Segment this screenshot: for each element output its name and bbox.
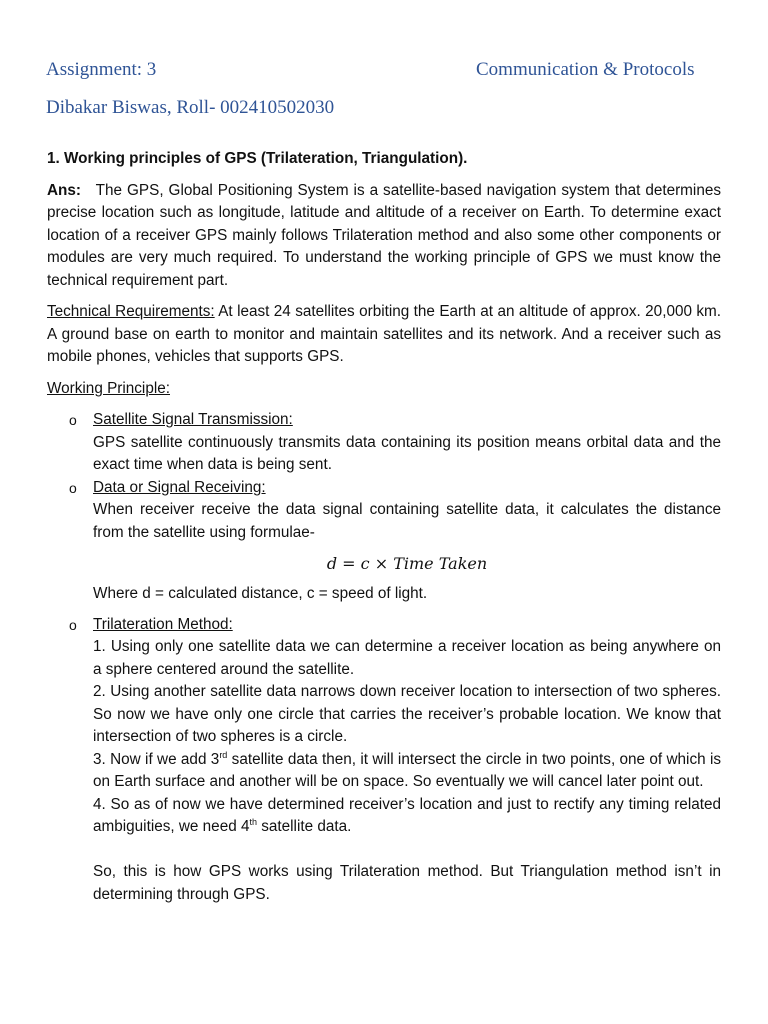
trilateration-step-1: 1. Using only one satellite data we can determine a receiver location as being anywhere on a sphere centered around the satellite. xyxy=(93,638,721,678)
question-heading: 1. Working principles of GPS (Trilateration, Triangulation). xyxy=(47,150,468,167)
list-item xyxy=(47,614,721,907)
item-text: When receiver receive the data signal containing satellite data, it calculates the distance from the satellite using formulae- xyxy=(93,501,721,541)
bullet-icon: o xyxy=(69,616,77,633)
author-line: Dibakar Biswas, Roll- 002410502030 xyxy=(46,97,335,118)
trilateration-step-4: 4. So as of now we have determined receiver’s location and just to rectify any timing related ambiguities, we need 4th satellite data. xyxy=(93,795,721,835)
course-title: Communication & Protocols xyxy=(476,59,695,80)
distance-formula: d = c × Time Taken xyxy=(326,554,488,573)
tech-req-paragraph xyxy=(47,301,721,369)
list-item xyxy=(47,409,721,477)
trilateration-step-3: 3. Now if we add 3rd satellite data then, it will intersect the circle in two points, one of which is on Earth surface and another will be on space. So eventually we will cancel later point out. xyxy=(93,749,721,790)
answer-paragraph xyxy=(47,180,721,293)
item-title: Data or Signal Receiving: xyxy=(93,478,266,496)
tech-req-text: At least 24 satellites orbiting the Earth at an altitude of approx. 20,000 km. A ground base on earth to monitor and maintain satellites and its network. And a receiver such as mobile phones, vehicles that supports GPS. xyxy=(47,303,722,365)
working-principle-label: Working Principle: xyxy=(47,379,170,397)
working-principle-list xyxy=(47,409,721,906)
assignment-title: Assignment: 3 xyxy=(46,59,157,80)
item-title: Satellite Signal Transmission: xyxy=(93,411,293,428)
formula-note: Where d = calculated distance, c = speed of light. xyxy=(93,585,428,602)
answer-intro: The GPS, Global Positioning System is a satellite-based navigation system that determines precise location such as longitude, latitude and altitude of a receiver on Earth. To determine exact location of a receiver GPS mainly follows Trilateration method and also some other components or modules are very much required. To understand the working principle of GPS we must know the technical requirement part. xyxy=(47,181,721,289)
tech-req-label: Technical Requirements: xyxy=(47,303,215,320)
bullet-icon: o xyxy=(69,412,77,428)
trilateration-step-2: 2. Using another satellite data narrows down receiver location to intersection of two spheres. So now we have only one circle that carries the receiver’s probable location. We know that intersection of two spheres is a circle. xyxy=(93,683,721,745)
answer-label: Ans: xyxy=(47,181,81,199)
bullet-icon: o xyxy=(69,479,77,496)
document-body xyxy=(47,148,721,906)
list-item xyxy=(47,477,721,614)
item-text: GPS satellite continuously transmits data containing its position means orbital data and the exact time when data is being sent. xyxy=(93,433,721,473)
conclusion-text: So, this is how GPS works using Trilateration method. But Triangulation method isn’t in determining through GPS. xyxy=(93,863,721,903)
item-title: Trilateration Method: xyxy=(93,615,233,633)
